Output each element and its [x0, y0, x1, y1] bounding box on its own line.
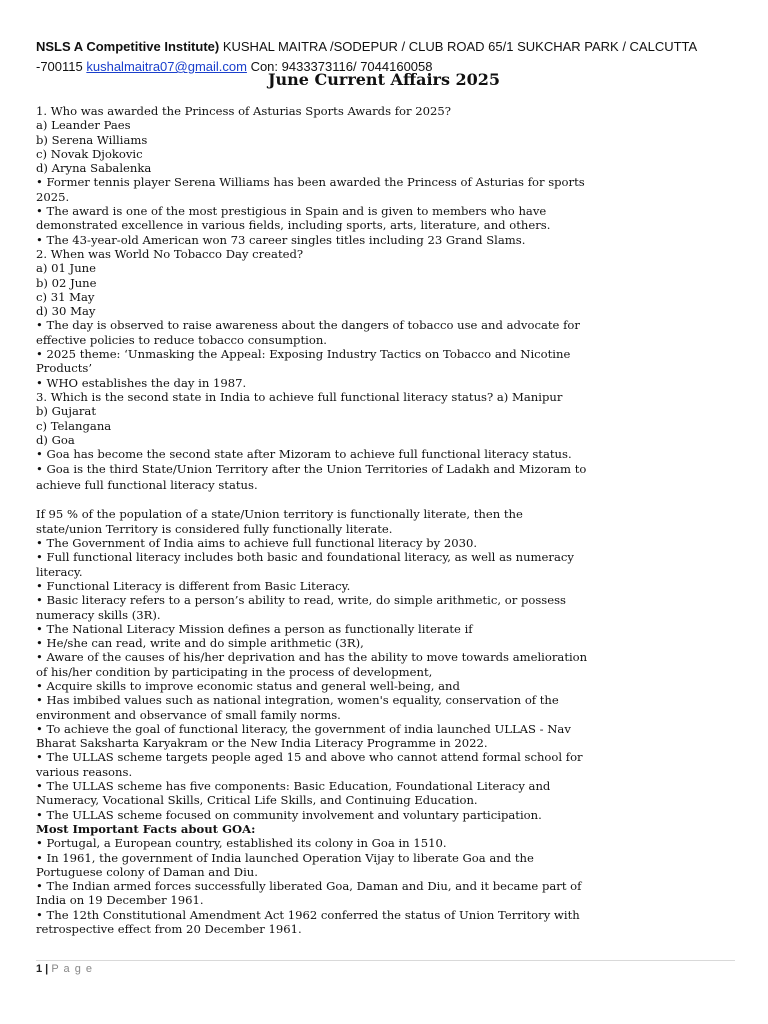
page-footer	[36, 962, 93, 976]
text-line: various reasons.	[36, 764, 133, 779]
paragraph-gap	[36, 493, 736, 507]
text-line: • In 1961, the government of India launched Operation Vijay to liberate Goa and the	[36, 850, 534, 865]
text-line: • Basic literacy refers to a person’s ability to read, write, do simple arithmetic, or possess	[36, 593, 567, 608]
text-line: • 2025 theme: ‘Unmasking the Appeal: Exposing Industry Tactics on Tobacco and Nicotine	[36, 347, 571, 362]
email-link[interactable]: kushalmaitra07@gmail.com	[86, 59, 247, 74]
text-line: • Portugal, a European country, established its colony in Goa in 1510.	[36, 836, 447, 851]
text-line: • The 12th Constitutional Amendment Act 1962 conferred the status of Union Territory with	[36, 907, 580, 922]
text-line: • The award is one of the most prestigious in Spain and is given to members who have	[36, 204, 547, 219]
text-line: retrospective effect from 20 December 1961.	[36, 922, 302, 937]
institute-name: NSLS A Competitive Institute)	[36, 39, 220, 54]
page-label: P a g e	[51, 963, 93, 975]
text-line: • Goa has become the second state after Mizoram to achieve full functional literacy status.	[36, 447, 572, 462]
text-line: • Goa is the third State/Union Territory after the Union Territories of Ladakh and Mizoram to	[36, 462, 587, 477]
text-line: • To achieve the goal of functional literacy, the government of india launched ULLAS - Nav	[36, 721, 571, 736]
text-line: • The ULLAS scheme has five components: Basic Education, Foundational Literacy and	[36, 779, 551, 794]
footer-divider	[36, 960, 735, 961]
page-number: 1	[36, 963, 43, 975]
text-line: • The Indian armed forces successfully liberated Goa, Daman and Diu, and it became part of	[36, 879, 582, 894]
document-title: June Current Affairs 2025	[267, 70, 501, 89]
text-line: effective policies to reduce tobacco consumption.	[36, 332, 327, 347]
section-functional-literacy	[36, 507, 736, 822]
text-line: achieve full functional literacy status.	[36, 478, 258, 493]
text-line: • The day is observed to raise awareness about the dangers of tobacco use and advocate for	[36, 318, 580, 333]
text-line: a) Leander Paes	[36, 118, 131, 133]
text-line: Bharat Saksharta Karyakram or the New India Literacy Programme in 2022.	[36, 736, 488, 751]
text-line: • Has imbibed values such as national integration, women's equality, conservation of the	[36, 693, 559, 708]
page-separator: |	[42, 963, 52, 975]
text-line: 2025.	[36, 189, 70, 204]
text-line: • The 43-year-old American won 73 career singles titles including 23 Grand Slams.	[36, 232, 526, 247]
text-line: • The ULLAS scheme focused on community involvement and voluntary participation.	[36, 807, 542, 822]
text-line: • The Government of India aims to achieve full functional literacy by 2030.	[36, 536, 478, 551]
goa-facts-heading: Most Important Facts about GOA:	[36, 821, 256, 836]
text-line: • Aware of the causes of his/her deprivation and has the ability to move towards amelioration	[36, 650, 588, 665]
contact-address: KUSHAL MAITRA /SODEPUR / CLUB ROAD 65/1 SUKCHAR PARK / CALCUTTA -700115	[36, 39, 697, 74]
text-line: • Acquire skills to improve economic status and general well-being, and	[36, 678, 460, 693]
text-line: b) 02 June	[36, 275, 97, 290]
text-line: c) Novak Djokovic	[36, 146, 143, 161]
text-line: • The ULLAS scheme targets people aged 15 and above who cannot attend formal school for	[36, 750, 583, 765]
contact-phone: Con: 9433373116/ 7044160058	[246, 59, 433, 74]
text-line: • The National Literacy Mission defines a person as functionally literate if	[36, 621, 473, 636]
text-line: 1. Who was awarded the Princess of Asturias Sports Awards for 2025?	[36, 104, 451, 118]
text-line: environment and observance of small family norms.	[36, 707, 341, 722]
text-line: demonstrated excellence in various fields, including sports, arts, literature, and others.	[36, 218, 551, 233]
text-line: 3. Which is the second state in India to achieve full functional literacy status? a) Manipur	[36, 389, 563, 404]
text-line: literacy.	[36, 564, 83, 579]
text-line: • WHO establishes the day in 1987.	[36, 375, 247, 390]
section-goa-facts	[36, 836, 736, 936]
text-line: d) 30 May	[36, 304, 96, 319]
text-line: b) Gujarat	[36, 404, 96, 419]
document-body	[36, 104, 736, 936]
text-line: If 95 % of the population of a state/Union territory is functionally literate, then the	[36, 507, 523, 522]
text-line: Portuguese colony of Daman and Diu.	[36, 864, 258, 879]
text-line: c) 31 May	[36, 289, 95, 304]
text-line: India on 19 December 1961.	[36, 893, 204, 908]
text-line: • Former tennis player Serena Williams has been awarded the Princess of Asturias for sports	[36, 175, 585, 190]
text-line: 2. When was World No Tobacco Day created?	[36, 246, 304, 261]
text-line: d) Goa	[36, 432, 75, 447]
section-questions	[36, 104, 736, 461]
text-line: of his/her condition by participating in the process of development,	[36, 664, 433, 679]
text-line: c) Telangana	[36, 418, 112, 433]
text-line: Numeracy, Vocational Skills, Critical Life Skills, and Continuing Education.	[36, 793, 478, 808]
text-line: state/union Territory is considered fully functionally literate.	[36, 521, 393, 536]
text-line: numeracy skills (3R).	[36, 607, 161, 622]
text-line: a) 01 June	[36, 261, 97, 276]
section-goa-literacy-note	[36, 461, 736, 493]
text-line: d) Aryna Sabalenka	[36, 161, 152, 176]
text-line: • He/she can read, write and do simple arithmetic (3R),	[36, 636, 364, 651]
text-line: Products’	[36, 361, 92, 376]
text-line: b) Serena Williams	[36, 132, 148, 147]
text-line: • Functional Literacy is different from Basic Literacy.	[36, 578, 351, 593]
text-line: • Full functional literacy includes both basic and foundational literacy, as well as numeracy	[36, 550, 574, 565]
